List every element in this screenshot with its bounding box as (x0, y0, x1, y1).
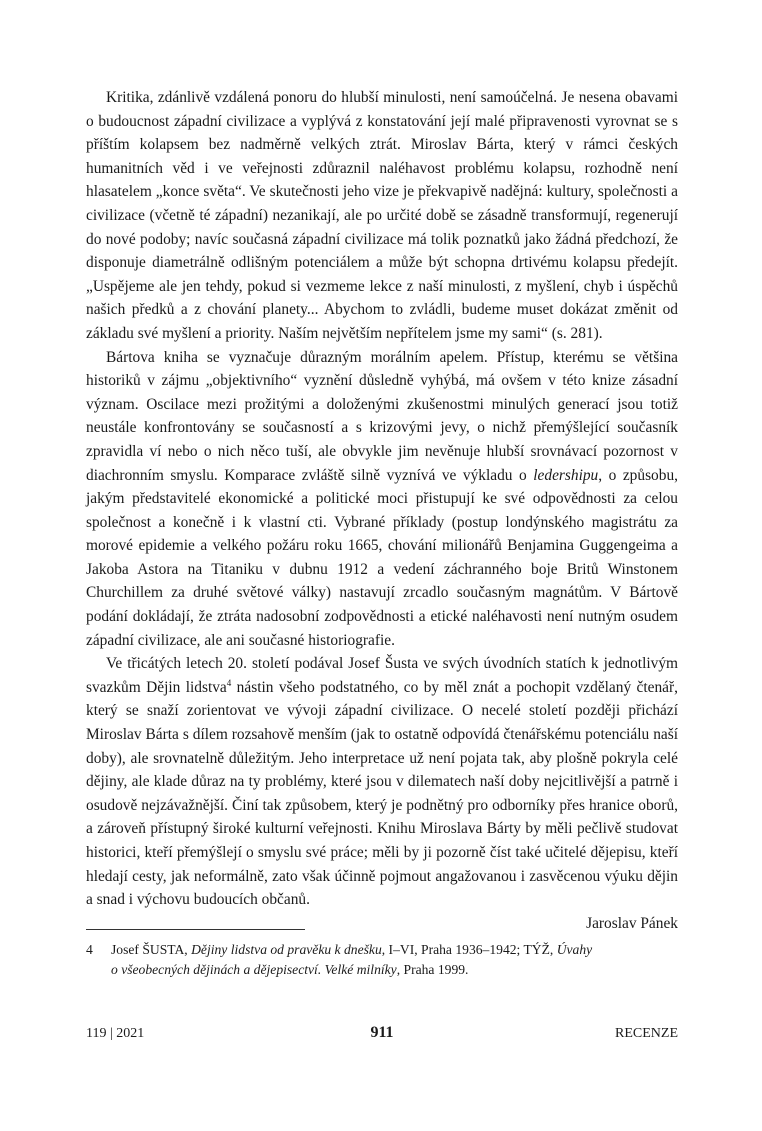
page-footer (86, 1024, 678, 1048)
paragraph-2 (86, 346, 678, 653)
footnote-italic-3: o všeobecných dějinách a dějepisectví. Velké milníky (111, 962, 397, 977)
footnote-reference[interactable]: 4 (226, 677, 232, 688)
journal-issue: 119 | 2021 (86, 1026, 145, 1041)
paragraph-3-text-a: Ve třicátých letech 20. století podával Josef Šusta ve svých úvodních statích k jednotlivým svazkům Dějin lidstva (86, 655, 678, 696)
footnote (86, 940, 678, 980)
paragraph-3-text-b: nástin všeho podstatného, co by měl znát a pochopit vzdělaný čtenář, který se snaží zorientovat ve vývoji západní civilizace. O necelé století později přichází Miroslav Bárta s dílem rozsahově menším (jak to ostatně odpovídá čtenářskému potenciálu naší doby), ale srovnatelně důležitým. Jeho interpretace už není pojata tak, aby plošně pokryla celé dějiny, ale klade důraz na ty problémy, které jsou v dilematech naší doby nejcitlivější a patrně i osudově nejzávažnější. Činí tak způsobem, který je podnětný pro odborníky přes hranice oborů, a zároveň přístupný široké kulturní veřejnosti. Knihu Miroslava Bárty by měli pečlivě studovat historici, kteří přemýšlejí o smyslu své práce; měli by ji pozorně číst také učitelé dějepisu, kteří hledají cesty, jak neformálně, zato však účinně pojmout angažovanou i zasvěcenou výuku dějin a snad i výchovu budoucích občanů. (86, 678, 678, 909)
main-text (86, 86, 678, 935)
paragraph-1: Kritika, zdánlivě vzdálená ponoru do hlubší minulosti, není samoúčelná. Je nesena obavami o budoucnost západní civilizace a vyplývá z konstatování její malé připravenosti vyrovnat se s příštím kolapsem bez nadměrně velkých ztrát. Miroslav Bárta, který v rámci českých humanitních věd i ve veřejnosti zdůraznil naléhavost problému kolapsu, rozhodně není hlasatelem „konce světa“. Ve skutečnosti jeho vize je překvapivě nadějná: kultury, společnosti a civilizace (včetně té západní) nezanikají, ale po určité době se zásadně transformují, regenerují do nové podoby; navíc současná západní civilizace má tolik poznatků jako žádná předchozí, že disponuje diametrálně odlišným potenciálem a může být schopna drtivému kolapsu předejít. „Uspějeme ale jen tehdy, pokud si vezmeme lekce z naší minulosti, z myšlení, chyb i úspěchů našich předků a z chování planety... Abychom to zvládli, budeme muset dokázat změnit od základu své myšlení a priority. Naším největším nepřítelem jsme my sami“ (s. 281). (86, 89, 678, 342)
footnote-divider (86, 929, 305, 930)
footnote-italic-1: Dějiny lidstva od pravěku k dnešku (191, 942, 382, 957)
footnote-text-3: , Praha 1999. (396, 962, 469, 977)
section-label: RECENZE (615, 1026, 678, 1041)
footnote-text-2: , I–VI, Praha 1936–1942; TÝŽ, (381, 942, 557, 957)
paragraph-3 (86, 652, 678, 912)
footnote-text-1: Josef ŠUSTA, (111, 942, 192, 957)
footnote-number: 4 (86, 942, 93, 957)
paragraph-2-text-b: , o způsobu, jakým představitelé ekonomické a politické moci přistupují ke své odpovědnosti za celou společnost a konečně i k vlastní cti. Vybrané příklady (postup londýnského magistrátu za morové epidemie a velkého požáru roku 1665, chování milionářů Benjamina Guggengeima a Jakoba Astora na Titaniku v dubnu 1912 a vedení záchranného boje Britů Winstonem Churchillem za druhé světové války) nastavují zrcadlo současným magnátům. V Bártově podání dokládají, že ztráta nadosobní zodpovědnosti a etické naléhavosti není nutným osudem západní civilizace, ale ani současné historiografie. (86, 466, 678, 649)
footnote-continuation (86, 960, 678, 980)
footnote-italic-2: Úvahy (556, 942, 593, 957)
paragraph-2-italic: ledershipu (533, 466, 599, 484)
page-number: 911 (370, 1024, 394, 1041)
author-signature: Jaroslav Pánek (586, 914, 678, 932)
paragraph-2-text-a: Bártova kniha se vyznačuje důrazným morálním apelem. Přístup, kterému se většina historiků v zájmu „objektivního“ vyznění důsledně vyhýbá, má ovšem v této knize zásadní význam. Oscilace mezi prožitými a doloženými zkušenostmi minulých generací jsou totiž neustále konfrontovány se současností a s krizovými jevy, o nichž přemýšlející současník zpravidla ví nebo o nich něco tuší, ale obvykle jim nevěnuje hlubší srovnávací pozornost v diachronním smyslu. Komparace zvláště silně vyznívá ve výkladu o (86, 348, 678, 484)
